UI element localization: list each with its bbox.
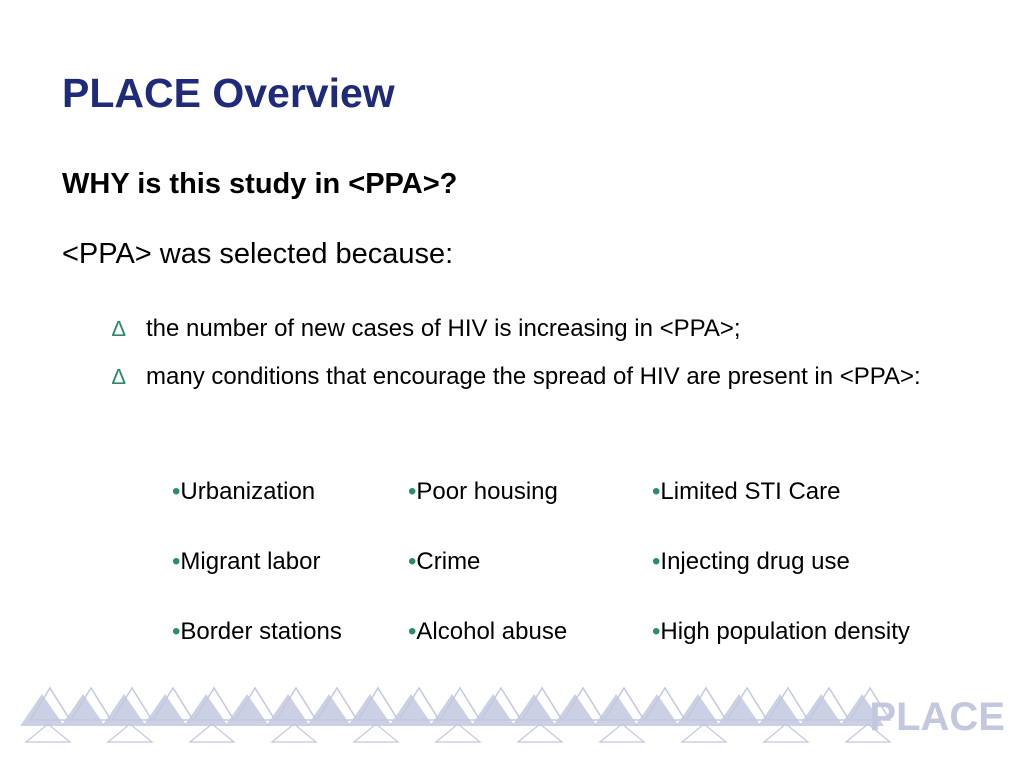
bullet-dot-icon: • — [172, 548, 181, 575]
delta-bullet-icon: ∆ — [112, 316, 126, 341]
conditions-grid — [172, 478, 982, 646]
intro-text: <PPA> was selected because: — [62, 238, 454, 270]
footer-triangle-outline — [600, 724, 644, 742]
footer-triangle-outline — [190, 724, 234, 742]
reason-text: many conditions that encourage the spread of HIV are present in <PPA>: — [146, 363, 921, 390]
condition-item: •Injecting drug use — [652, 548, 850, 575]
footer-triangle-outline — [518, 724, 562, 742]
condition-item: •Alcohol abuse — [408, 618, 568, 645]
condition-item: •High population density — [652, 618, 910, 645]
slide-subtitle: WHY is this study in <PPA>? — [62, 168, 458, 200]
bullet-dot-icon: • — [652, 478, 661, 505]
condition-item: •Urbanization — [172, 478, 316, 505]
reason-text: the number of new cases of HIV is increasing in <PPA>; — [146, 315, 741, 342]
footer-triangle-outline — [354, 724, 398, 742]
bullet-dot-icon: • — [652, 548, 661, 575]
reason-item — [112, 313, 952, 344]
footer-triangle-outline — [108, 724, 152, 742]
footer-triangle-outline — [764, 724, 808, 742]
bullet-dot-icon: • — [172, 478, 181, 505]
bullet-dot-icon: • — [408, 618, 417, 645]
bullet-dot-icon: • — [408, 478, 417, 505]
slide-title: PLACE Overview — [62, 70, 395, 116]
triangle-pattern-icon — [20, 688, 890, 742]
condition-item: •Border stations — [172, 618, 342, 645]
condition-item: •Poor housing — [408, 478, 558, 505]
bullet-dot-icon: • — [652, 618, 661, 645]
footer-triangle-outline — [26, 724, 70, 742]
delta-bullet-icon: ∆ — [112, 364, 126, 389]
condition-item: •Crime — [408, 548, 481, 575]
reason-item — [112, 361, 946, 392]
reason-list — [112, 313, 952, 409]
bullet-dot-icon: • — [172, 618, 181, 645]
footer-logo: PLACE — [869, 695, 1005, 739]
condition-item: •Limited STI Care — [652, 478, 841, 505]
footer-triangle-outline — [272, 724, 316, 742]
bullet-dot-icon: • — [408, 548, 417, 575]
footer-triangle-outline — [682, 724, 726, 742]
footer-triangle-outline — [436, 724, 480, 742]
footer-banner — [0, 680, 1024, 768]
condition-item: •Migrant labor — [172, 548, 321, 575]
